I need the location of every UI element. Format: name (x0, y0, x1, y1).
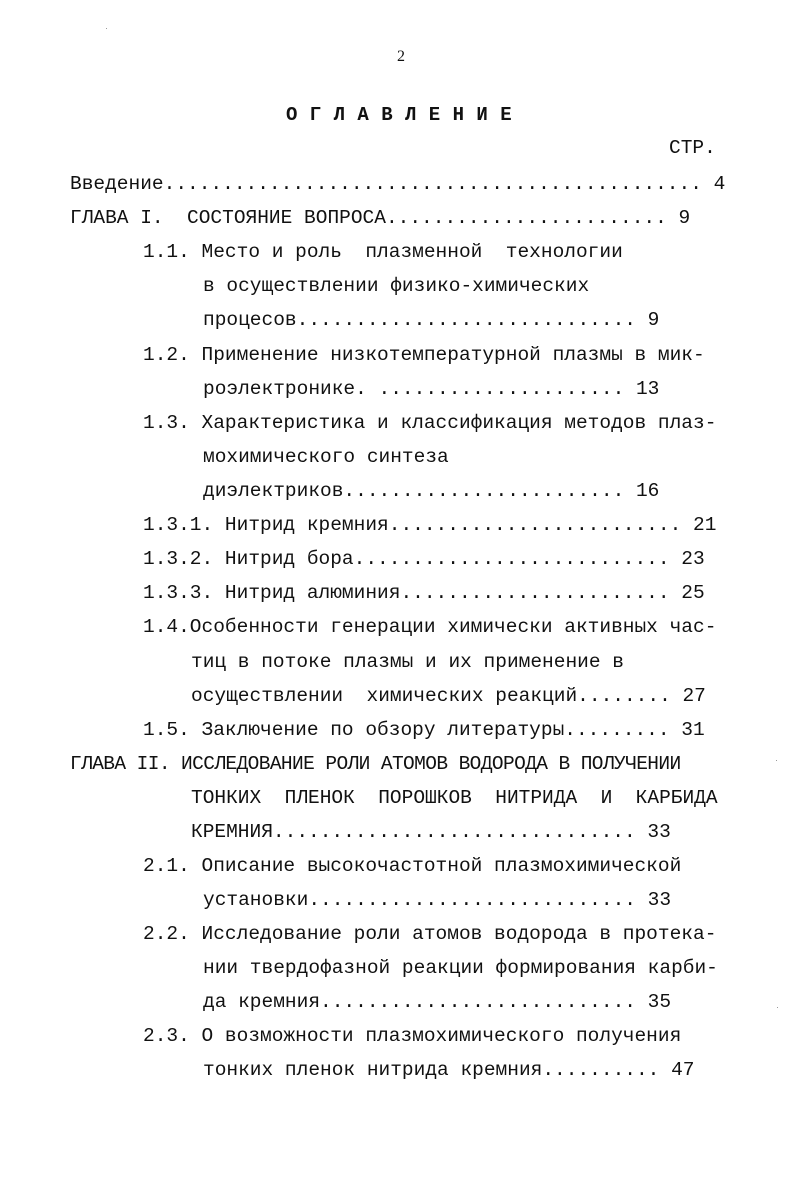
scan-speck-right-2 (777, 1007, 778, 1008)
toc-entry-1-1-cont: процесов............................. 9 (203, 309, 660, 331)
page-number: 2 (397, 48, 405, 65)
toc-entry-1-4-cont: тиц в потоке плазмы и их применение в (191, 651, 624, 673)
toc-entry-1-1: 1.1. Место и роль плазменной технологии (143, 241, 623, 263)
toc-entry-2-2-cont: да кремния........................... 35 (203, 991, 672, 1013)
toc-entry-2-3-cont: тонких пленок нитрида кремния.......... 47 (203, 1059, 695, 1081)
toc-entry-chapter-1: ГЛАВА I. СОСТОЯНИЕ ВОПРОСА........................ 9 (70, 207, 691, 229)
toc-entry-1-4: 1.4.Особенности генерации химически активных час- (143, 616, 717, 638)
toc-entry-1-3-3: 1.3.3. Нитрид алюминия....................... 25 (143, 582, 705, 604)
pages-column-label: СТР. (669, 137, 716, 159)
toc-entry-2-2: 2.2. Исследование роли атомов водорода в протека- (143, 923, 717, 945)
toc-entry-2-3: 2.3. О возможности плазмохимического получения (143, 1025, 682, 1047)
toc-entry-chapter-2-cont: КРЕМНИЯ............................... 33 (191, 821, 671, 843)
toc-entry-2-1: 2.1. Описание высокочастотной плазмохимической (143, 855, 682, 877)
toc-entry-1-1-cont: в осуществлении физико-химических (203, 275, 590, 297)
toc-entry-chapter-2: ГЛАВА II. ИССЛЕДОВАНИЕ РОЛИ АТОМОВ ВОДОРОДА В ПОЛУЧЕНИИ (70, 753, 681, 775)
toc-entry-1-4-cont: осуществлении химических реакций........ 27 (191, 685, 706, 707)
toc-entry-1-3-1: 1.3.1. Нитрид кремния......................... 21 (143, 514, 717, 536)
toc-entry-1-3: 1.3. Характеристика и классификация методов плаз- (143, 412, 717, 434)
scan-speck-right-1 (776, 760, 777, 761)
toc-entry-chapter-2-cont: ТОНКИХ ПЛЕНОК ПОРОШКОВ НИТРИДА И КАРБИДА (191, 787, 718, 809)
toc-entry-1-3-2: 1.3.2. Нитрид бора........................... 23 (143, 548, 705, 570)
toc-entry-1-3-cont: диэлектриков........................ 16 (203, 480, 660, 502)
toc-entry-2-2-cont: нии твердофазной реакции формирования карби- (203, 957, 718, 979)
toc-entry-1-5: 1.5. Заключение по обзору литературы......... 31 (143, 719, 705, 741)
toc-entry-2-1-cont: установки............................ 33 (203, 889, 672, 911)
page-title: ОГЛАВЛЕНИЕ (286, 104, 525, 126)
toc-entry-intro: Введение.............................................. 4 (70, 173, 726, 195)
toc-entry-1-2: 1.2. Применение низкотемпературной плазмы в мик- (143, 344, 705, 366)
toc-entry-1-3-cont: мохимического синтеза (203, 446, 449, 468)
toc-entry-1-2-cont: роэлектронике. ..................... 13 (203, 378, 660, 400)
scan-speck-top-left (106, 28, 107, 29)
